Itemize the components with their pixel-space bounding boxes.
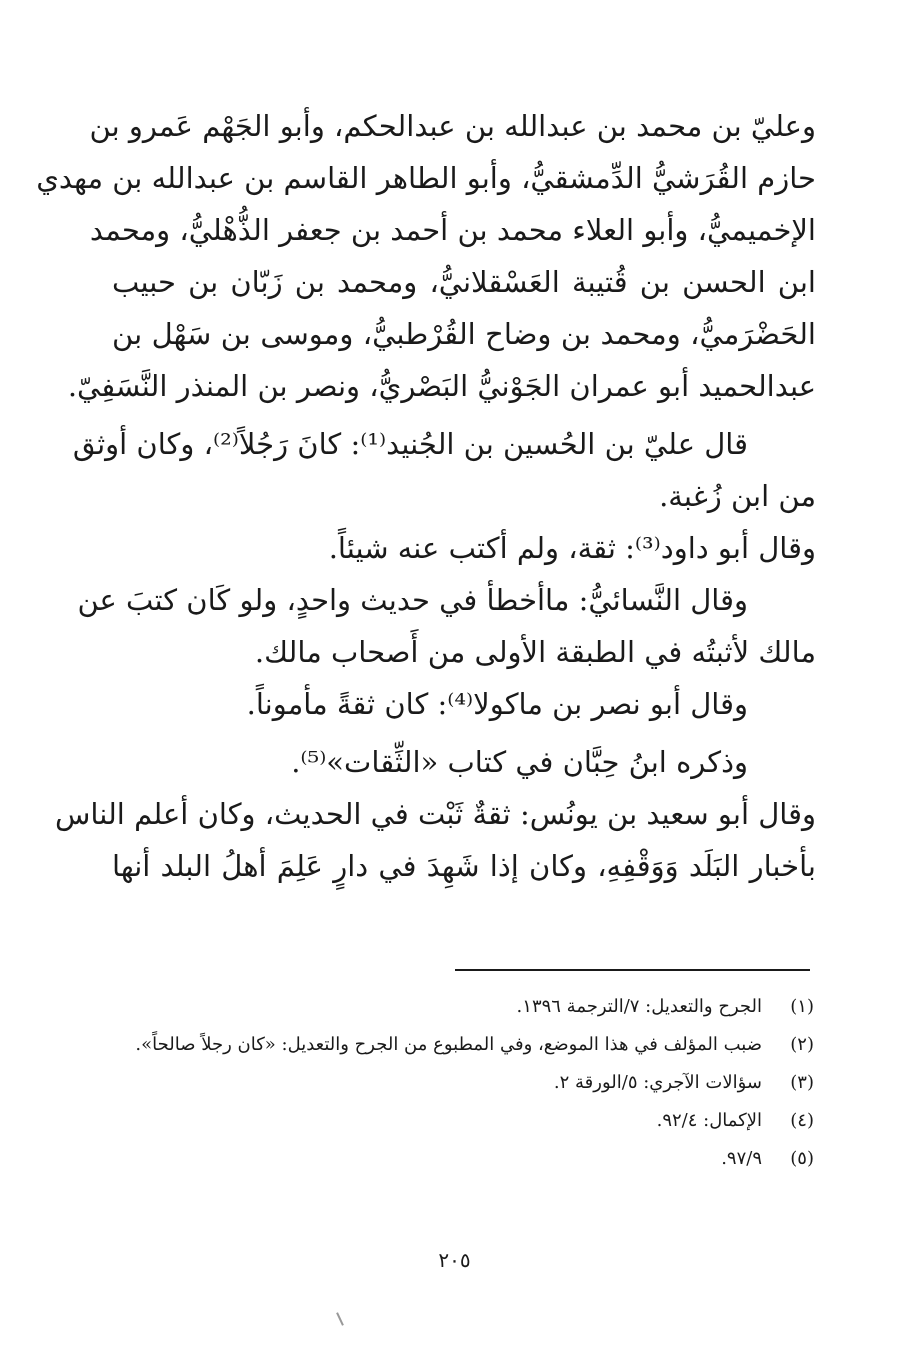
text-line: الإخميميُّ، وأبو العلاء محمد بن أحمد بن جعفر الذُّهْليُّ، ومحمد <box>89 213 816 247</box>
footnote <box>112 1144 814 1174</box>
page-number: ٢٠٥ <box>438 1248 471 1272</box>
footnote-number: (٥) <box>790 1148 814 1169</box>
text-line: وذكره ابنُ حِبَّان في كتاب «الثِّقات»⁽⁵⁾. <box>291 745 748 779</box>
text-line: قال عليّ بن الحُسين بن الجُنيد⁽¹⁾: كانَ رَجُلاً⁽²⁾، وكان أوثق <box>72 427 748 461</box>
text-line: ابن الحسن بن قُتيبة العَسْقلانيُّ، ومحمد بن زَبّان بن حبيب <box>112 265 816 299</box>
footnote-text: سؤالات الآجري: ٥/الورقة ٢. <box>553 1072 762 1093</box>
text-line: وقال أبو نصر بن ماكولا⁽⁴⁾: كان ثقةً مأموناً. <box>246 687 748 721</box>
footnote-text: الجرح والتعديل: ٧/الترجمة ١٣٩٦. <box>516 996 762 1017</box>
text-line: وعليّ بن محمد بن عبدالله بن عبدالحكم، وأبو الجَهْم عَمرو بن <box>89 109 816 143</box>
footnote <box>112 1030 814 1060</box>
footnote <box>112 1068 814 1098</box>
footnote-number: (٤) <box>790 1110 814 1131</box>
text-line: عبدالحميد أبو عمران الجَوْنيُّ البَصْريُّ، ونصر بن المنذر النَّسَفِيّ. <box>67 369 816 403</box>
footnotes <box>112 992 814 1182</box>
text-line: الحَضْرَميُّ، ومحمد بن وضاح القُرْطبيُّ، وموسى بن سَهْل بن <box>112 317 816 351</box>
text-line: وقال النَّسائيُّ: ماأخطأ في حديث واحدٍ، ولو كَان كتبَ عن <box>77 583 748 617</box>
text-line: بأخبار البَلَد وَوَقْفِهِ، وكان إذا شَهِدَ في دارٍ عَلِمَ أهلُ البلد أنها <box>112 849 816 883</box>
footnote-divider <box>455 969 810 971</box>
footnote-text: ٩٧/٩. <box>721 1148 762 1169</box>
footnote-text: الإكمال: ٩٢/٤. <box>656 1110 762 1131</box>
main-text <box>36 100 816 892</box>
scan-mark <box>336 1312 344 1326</box>
footnote <box>112 992 814 1022</box>
footnote-number: (١) <box>790 996 814 1017</box>
footnote-number: (٢) <box>790 1034 814 1055</box>
footnote <box>112 1106 814 1136</box>
text-line: وقال أبو داود⁽³⁾: ثقة، ولم أكتب عنه شيئاً. <box>328 531 816 565</box>
text-line: حازم القُرَشيُّ الدِّمشقيُّ، وأبو الطاهر القاسم بن عبدالله بن مهدي <box>36 161 816 195</box>
footnote-text: ضبب المؤلف في هذا الموضع، وفي المطبوع من الجرح والتعديل: «كان رجلاً صالحاً». <box>135 1034 762 1055</box>
text-line: من ابن زُغبة. <box>659 479 816 513</box>
footnote-number: (٣) <box>790 1072 814 1093</box>
text-line: مالك لأثبتُه في الطبقة الأولى من أَصحاب مالك. <box>254 635 816 669</box>
text-line: وقال أبو سعيد بن يونُس: ثقةٌ ثَبْت في الحديث، وكان أعلم الناس <box>54 797 816 831</box>
